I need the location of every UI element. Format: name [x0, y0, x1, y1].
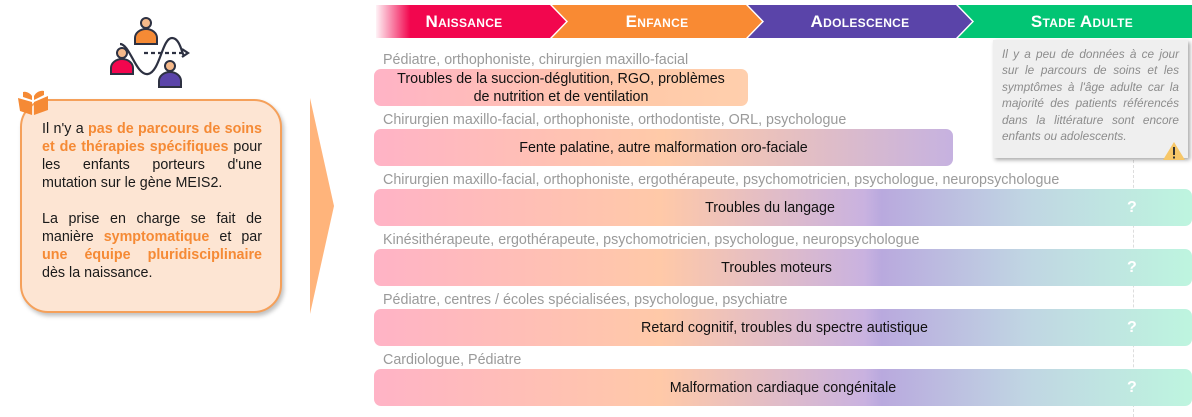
row-1-symptom-bar	[374, 69, 748, 106]
adult-data-note: Il y a peu de données à ce jour sur le parcours de soins et les symptômes à l'âge adulte car la majorité des patients référencés dans la littérature sont encore enfants ou adolescents.	[993, 40, 1188, 158]
row-3-unknown: ?	[1127, 199, 1137, 216]
book-icon	[16, 88, 50, 116]
row-6-professionals: Cardiologue, Pédiatre	[383, 352, 522, 368]
row-5-unknown: ?	[1127, 319, 1137, 336]
row-1-professionals: Pédiatre, orthophoniste, chirurgien maxillo-facial	[383, 52, 689, 68]
row-6-symptom: Malformation cardiaque congénitale	[669, 379, 897, 396]
row-4-unknown: ?	[1127, 259, 1137, 276]
phase-naissance: Naissance	[425, 11, 503, 31]
warning-icon	[1162, 141, 1186, 161]
info-paragraph-2: La prise en charge se fait de manière symptomatique et par une équipe pluridisciplinaire dès la naissance.	[42, 211, 262, 281]
row-3-professionals: Chirurgien maxillo-facial, orthophoniste, ergothérapeute, psychomotricien, psychologue, neuropsychologue	[383, 172, 1060, 188]
row-4-symptom: Troubles moteurs	[721, 259, 832, 276]
row-1-symptom: Troubles de la succion-déglutition, RGO, problèmes de nutrition et de ventilation	[397, 70, 725, 105]
phase-header	[376, 5, 1192, 38]
row-6-unknown: ?	[1127, 379, 1137, 396]
highlight-team: une équipe pluridisciplinaire	[42, 247, 262, 263]
phase-adolescence: Adolescence	[810, 11, 910, 31]
row-6-symptom-bar	[374, 369, 1192, 406]
phase-enfance: Enfance	[625, 11, 689, 31]
row-5-professionals: Pédiatre, centres / écoles spécialisées, psychologue, psychiatre	[383, 292, 788, 308]
phase-stade-adulte: Stade Adulte	[1030, 11, 1134, 31]
row-4-professionals: Kinésithérapeute, ergothérapeute, psychomotricien, psychologue, neuropsychologue	[383, 232, 920, 248]
highlight-no-pathway: pas de parcours de soins et de thérapies spécifiques	[42, 121, 262, 155]
info-paragraph-1: Il n'y a pas de parcours de soins et de thérapies spécifiques pour les enfants porteurs d'une mutation sur le gène MEIS2.	[42, 121, 262, 191]
people-journey-icon	[108, 14, 196, 90]
row-4-symptom-bar	[374, 249, 1192, 286]
row-3-symptom-bar	[374, 189, 1192, 226]
row-5-symptom-bar	[374, 309, 1192, 346]
row-2-symptom-bar	[374, 129, 953, 166]
info-card	[20, 99, 282, 313]
row-2-symptom: Fente palatine, autre malformation oro-faciale	[519, 139, 808, 156]
highlight-symptomatic: symptomatique	[103, 229, 210, 245]
arrow-right-icon	[308, 98, 336, 314]
row-5-symptom: Retard cognitif, troubles du spectre autistique	[641, 319, 928, 336]
row-2-professionals: Chirurgien maxillo-facial, orthophoniste, orthodontiste, ORL, psychologue	[383, 112, 847, 128]
row-3-symptom: Troubles du langage	[705, 199, 835, 216]
